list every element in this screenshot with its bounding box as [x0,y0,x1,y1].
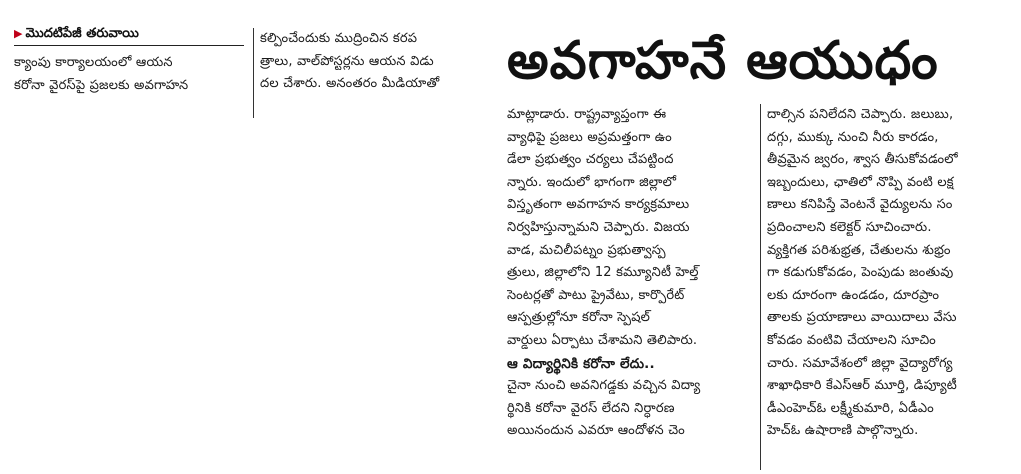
text-line: శాఖాధికారి కేఎస్‌ఆర్‌ మూర్తి, డిప్యూటీ [767,378,957,394]
text-line: త్రులు, జిల్లాలోని 12 కమ్యూనిటీ హెల్త్ [507,265,699,281]
text-line: కల్పించేందుకు ముద్రించిన కరప [260,31,418,46]
text-line: వ్యక్తిగత పరిశుభ్రత, చేతులను శుభ్రం [767,242,951,258]
text-line: త్రాలు, వాల్‌పోస్టర్లను ఆయన విడు [260,53,434,69]
subheading: ఆ విద్యార్థినికి కరోనా లేదు.. [507,355,655,372]
column-4 [767,104,1013,443]
text-line: దగ్గు, ముక్కు నుంచి నీరు కారడం, [767,129,939,145]
kicker-underline [14,45,244,46]
text-line: ర్థినికి కరోనా వైరస్‌ లేదని నిర్ధారణ [507,400,675,416]
text-line: కోవడం వంటివి చేయాలని సూచిం [767,332,936,348]
column-2 [260,28,496,96]
text-line: వార్డులు ఏర్పాటు చేశామని తెలిపారు. [507,332,698,348]
text-line: తీవ్రమైన జ్వరం, శ్వాస తీసుకోవడంలో [767,152,958,168]
text-line: ప్రదించాలని కలెక్టర్‌ సూచించారు. [767,219,932,235]
text-line: వాడ, మచిలీపట్నం ప్రభుత్వాస్ప [507,242,666,258]
text-line: చైనా నుంచి అవనిగడ్డకు వచ్చిన విద్యా [507,378,701,394]
text-line: న్నారు. ఇందులో భాగంగా జిల్లాలో [507,174,677,190]
kicker-text: మొదటిపేజీ తరువాయి [25,26,139,41]
text-line: తాలకు ప్రయాణాలు వాయిదాలు వేసు [767,310,957,326]
text-line: దాల్సిన పనిలేదని చెప్పారు. జలుబు, [767,107,954,122]
text-line: క్యాంపు కార్యాలయంలో ఆయన [14,55,173,70]
text-line: డీఎంహెచ్‌ఓ లక్ష్మీకుమారి, ఏడీఎం [767,400,934,416]
column-divider [253,28,254,118]
text-line: వ్యాధిపై ప్రజలు అప్రమత్తంగా ఉం [507,129,672,145]
text-line: ణాలు కనిపిస్తే వెంటనే వైద్యులను సం [767,197,953,213]
column-divider [760,104,761,470]
text-line: దల చేశారు. అనంతరం మీడియాతో [260,76,440,92]
column-3 [507,104,753,443]
text-line: కరోనా వైరస్‌పై ప్రజలకు అవగాహన [14,77,189,93]
text-line: విస్తృతంగా అవగాహన కార్యక్రమాలు [507,197,690,213]
text-line: అయినందున ఎవరూ ఆందోళన చెం [507,423,685,439]
text-line: డేలా ప్రభుత్వం చర్యలు చేపట్టింద [507,152,674,168]
continued-from-front-page-label [14,26,139,44]
text-line: హెచ్‌ఓ ఉషారాణి పాల్గొన్నారు. [767,423,919,439]
text-line: నిర్వహిస్తున్నామని చెప్పారు. విజయ [507,219,690,235]
text-line: ఆస్పత్రుల్లోనూ కరోనా స్పెషల్ [507,310,651,326]
text-line: లకు దూరంగా ఉండడం, దూరప్రాం [767,287,940,303]
column-1 [14,52,246,97]
text-line: సెంటర్లతో పాటు ప్రైవేటు, కార్పొరేట్ [507,287,685,303]
headline: అవగాహనే ఆయుధం [507,31,939,91]
text-line: గా కడుగుకోవడం, పెంపుడు జంతువు [767,265,954,281]
triangle-bullet-icon: ▶ [14,27,23,40]
text-line: ఇబ్బందులు, ఛాతిలో నొప్పి వంటి లక్ష [767,174,954,190]
text-line: మాట్లాడారు. రాష్ట్రవ్యాప్తంగా ఈ [507,107,667,122]
text-line: చారు. సమావేశంలో జిల్లా వైద్యారోగ్య [767,355,953,371]
